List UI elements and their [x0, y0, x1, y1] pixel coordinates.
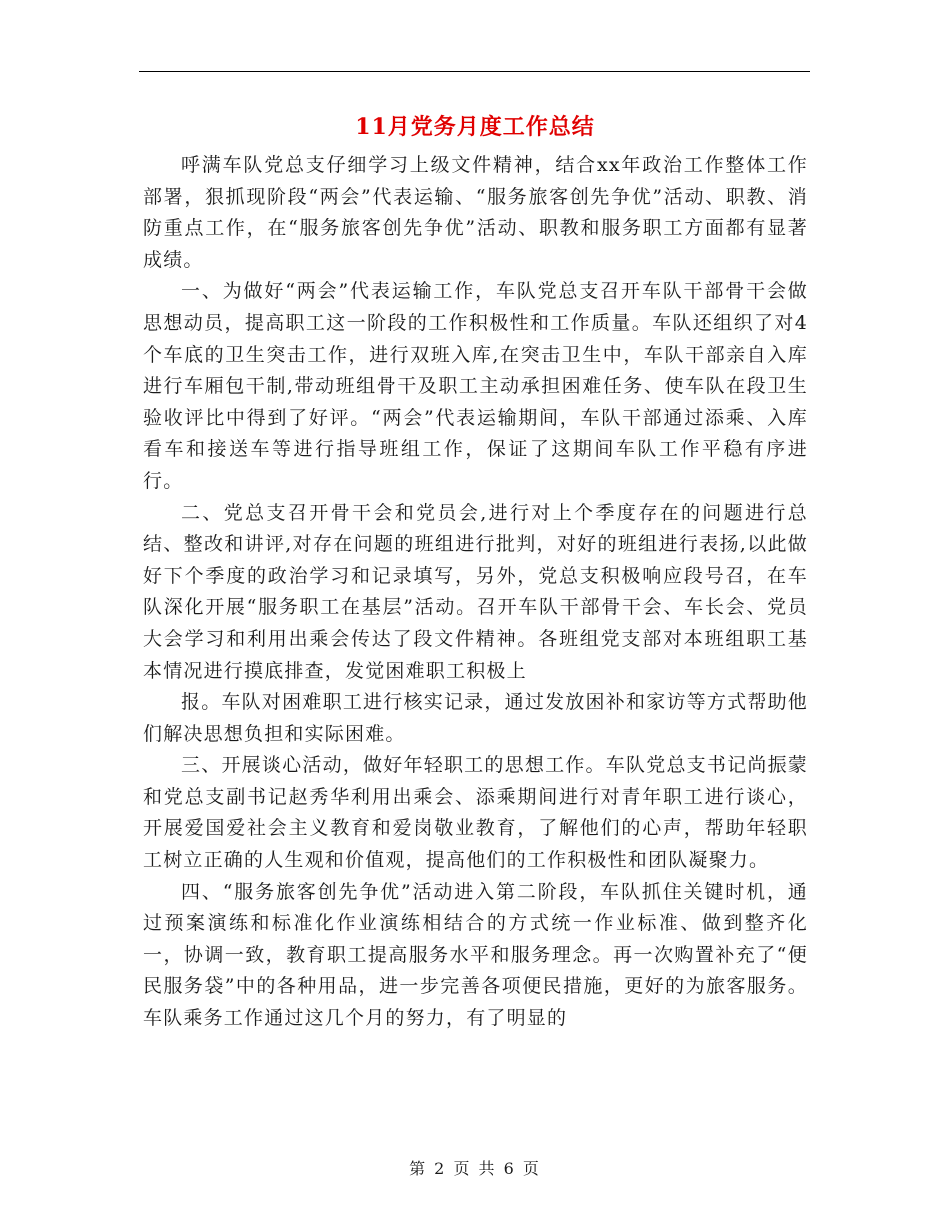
paragraph-section-4: 四、“服务旅客创先争优”活动进入第二阶段，车队抓住关键时机，通过预案演练和标准化作业演练相结合的方式统一作业标准、做到整齐化一，协调一致，教育职工提高服务水平和服务理念。再一次购置补充了“便民服务袋”中的各种用品，进一步完善各项便民措施，更好的为旅客服务。车队乘务工作通过这几个月的努力，有了明显的: [143, 880, 808, 1030]
header-rule: [139, 71, 810, 72]
page-number-footer: 第 2 页 共 6 页: [409, 1159, 541, 1178]
page-title: 11月党务月度工作总结: [355, 114, 595, 140]
paragraph-intro: 呼满车队党总支仔细学习上级文件精神，结合xx年政治工作整体工作部署，狠抓现阶段“两会”代表运输、“服务旅客创先争优”活动、职教、消防重点工作，在“服务旅客创先争优”活动、职教和服务职工方面都有显著成绩。: [143, 154, 808, 271]
paragraph-section-3: 三、开展谈心活动，做好年轻职工的思想工作。车队党总支书记尚振蒙和党总支副书记赵秀华利用出乘会、添乘期间进行对青年职工进行谈心，开展爱国爱社会主义教育和爱岗敬业教育，了解他们的心声，帮助年轻职工树立正确的人生观和价值观，提高他们的工作积极性和团队凝聚力。: [143, 754, 808, 872]
document-body: [143, 150, 808, 1035]
paragraph-section-2-cont: 报。车队对困难职工进行核实记录，通过发放困补和家访等方式帮助他们解决思想负担和实际困难。: [143, 691, 808, 745]
paragraph-section-1: 一、为做好“两会”代表运输工作，车队党总支召开车队干部骨干会做思想动员，提高职工这一阶段的工作积极性和工作质量。车队还组织了对4个车底的卫生突击工作，进行双班入库,在突击卫生中，车队干部亲自入库进行车厢包干制,带动班组骨干及职工主动承担困难任务、使车队在段卫生验收评比中得到了好评。“两会”代表运输期间，车队干部通过添乘、入库看车和接送车等进行指导班组工作，保证了这期间车队工作平稳有序进行。: [143, 280, 808, 492]
paragraph-section-2: 二、党总支召开骨干会和党员会,进行对上个季度存在的问题进行总结、整改和讲评,对存在问题的班组进行批判，对好的班组进行表扬,以此做好下个季度的政治学习和记录填写，另外，党总支积极响应段号召，在车队深化开展“服务职工在基层”活动。召开车队干部骨干会、车长会、党员大会学习和利用出乘会传达了段文件精神。各班组党支部对本班组职工基本情况进行摸底排查，发觉困难职工积极上: [143, 501, 808, 682]
